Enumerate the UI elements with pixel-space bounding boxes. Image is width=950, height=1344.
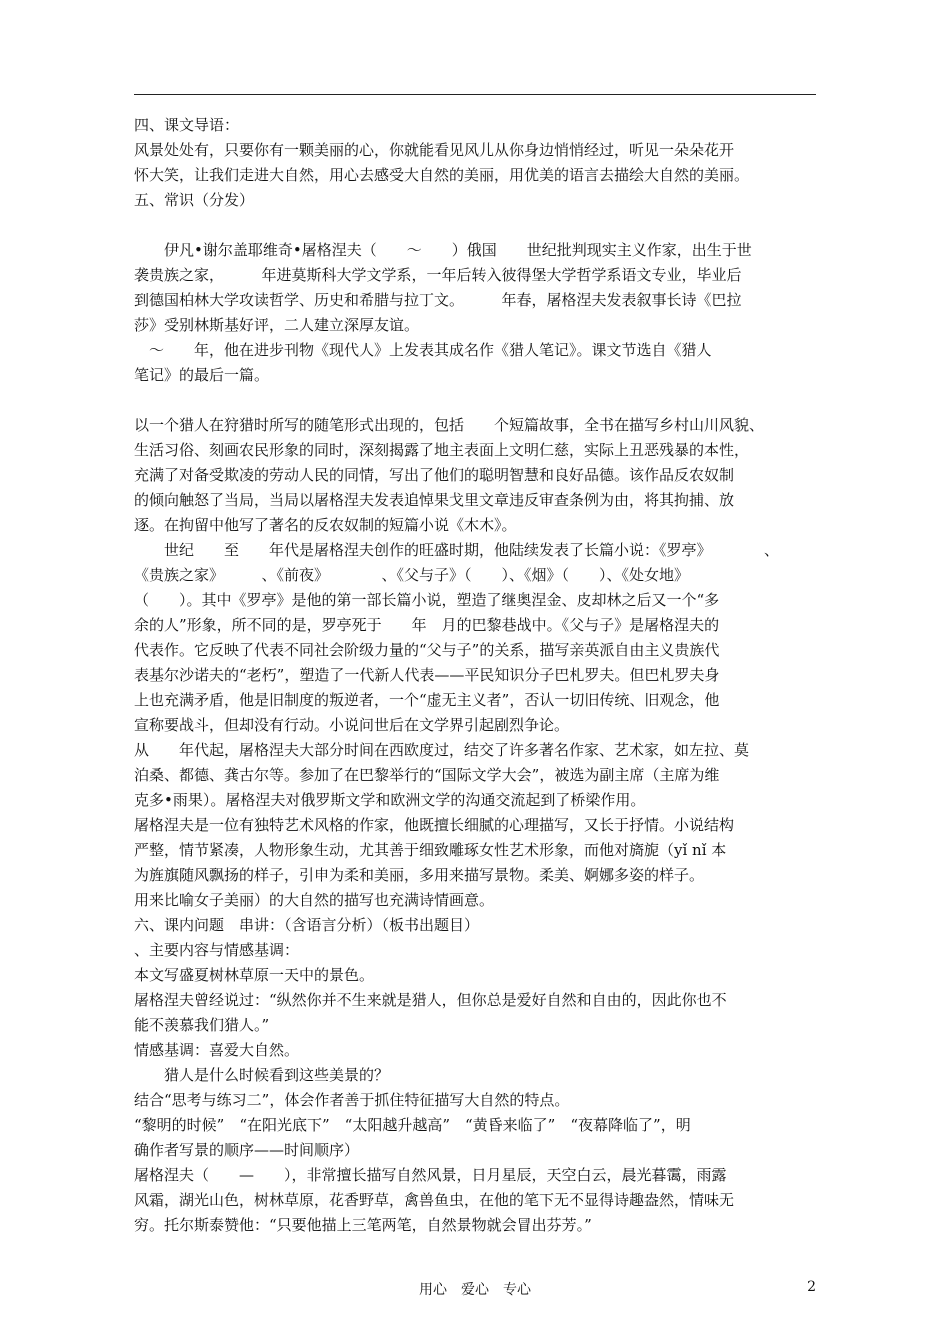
text-line: 怀大笑，让我们走进大自然，用心去感受大自然的美丽，用优美的语言去描绘大自然的美丽。 — [134, 166, 750, 184]
text-line: 屠格涅夫曾经说过：“纵然你并不生来就是猎人，但你总是爱好自然和自由的，因此你也不 — [134, 991, 727, 1009]
text-line: 生活习俗、刻画农民形象的同时，深刻揭露了地主表面上文明仁慈，实际上丑恶残暴的本性， — [134, 441, 750, 459]
text-line: “黎明的时候” “在阳光底下” “太阳越升越高” “黄昏来临了” “夜幕降临了”，明 — [134, 1116, 691, 1134]
text-line: 确作者写景的顺序——时间顺序） — [134, 1141, 360, 1159]
text-line: 世纪 至 年代是屠格涅夫创作的旺盛时期，他陆续发表了长篇小说：《罗亭》 、 — [134, 541, 780, 559]
text-line: 风景处处有，只要你有一颗美丽的心，你就能看见风儿从你身边悄悄经过，听见一朵朵花开 — [134, 141, 735, 159]
text-line: 宣称要战斗，但却没有行动。小说问世后在文学界引起剧烈争论。 — [134, 716, 570, 734]
text-line: 为旌旗随风飘扬的样子，引申为柔和美丽，多用来描写景物。柔美、婀娜多姿的样子。 — [134, 866, 705, 884]
text-line: 用来比喻女子美丽）的大自然的描写也充满诗情画意。 — [134, 891, 495, 909]
text-line: ～ 年，他在进步刊物《现代人》上发表其成名作《猎人笔记》。课文节选自《猎人 — [134, 341, 712, 359]
text-line: 情感基调：喜爱大自然。 — [134, 1041, 300, 1059]
text-line: 六、课内问题 串讲：（含语言分析）（板书出题目） — [134, 916, 480, 934]
header-rule — [134, 94, 816, 95]
footer-motto: 用心 爱心 专心 — [419, 1282, 531, 1298]
text-line: （ ）。其中《罗亭》是他的第一部长篇小说，塑造了继奥涅金、皮却林之后又一个“多 — [134, 591, 720, 609]
text-line: 上也充满矛盾，他是旧制度的叛逆者，一个“虚无主义者”，否认一切旧传统、旧观念，他 — [134, 691, 720, 709]
text-line: 袭贵族之家， 年进莫斯科大学文学系，一年后转入彼得堡大学哲学系语文专业，毕业后 — [134, 266, 742, 284]
text-line: 结合“思考与练习二”，体会作者善于抓住特征描写大自然的特点。 — [134, 1091, 570, 1109]
text-line: 从 年代起，屠格涅夫大部分时间在西欧度过，结交了许多著名作家、艺术家，如左拉、莫 — [134, 741, 750, 759]
text-line: 《贵族之家》 、《前夜》 、《父与子》（ ）、《烟》（ ）、《处女地》 — [134, 566, 690, 584]
page-number: 2 — [807, 1279, 816, 1295]
text-line: 四、课文导语： — [134, 116, 240, 134]
text-line: 充满了对备受欺凌的劳动人民的同情，写出了他们的聪明智慧和良好品德。该作品反农奴制 — [134, 466, 735, 484]
text-line: 代表作。它反映了代表不同社会阶级力量的“父与子”的关系，描写亲英派自由主义贵族代 — [134, 641, 720, 659]
text-line: 莎》受别林斯基好评，二人建立深厚友谊。 — [134, 316, 420, 334]
document-body — [134, 113, 816, 1238]
text-line: 的倾向触怒了当局，当局以屠格涅夫发表追悼果戈里文章违反审查条例为由，将其拘捕、放 — [134, 491, 735, 509]
text-line: 、主要内容与情感基调： — [134, 941, 300, 959]
text-line: 到德国柏林大学攻读哲学、历史和希腊与拉丁文。 年春，屠格涅夫发表叙事长诗《巴拉 — [134, 291, 742, 309]
text-line: 五、常识（分发） — [134, 191, 255, 209]
text-line: 逐。在拘留中他写了著名的反农奴制的短篇小说《木木》。 — [134, 516, 517, 534]
text-line: 风霜，湖光山色，树林草原，花香野草，禽兽鱼虫，在他的笔下无不显得诗趣盎然，情味无 — [134, 1191, 735, 1209]
text-line: 猎人是什么时候看到这些美景的？ — [134, 1066, 390, 1084]
text-line: 屠格涅夫（ — ），非常擅长描写自然风景，日月星辰，天空白云，晨光暮霭，雨露 — [134, 1166, 727, 1184]
text-line: 穷。托尔斯泰赞他：“只要他描上三笔两笔，自然景物就会冒出芬芳。” — [134, 1216, 592, 1234]
text-line — [134, 213, 816, 238]
text-line: 严整，情节紧凑，人物形象生动，尤其善于细致雕琢女性艺术形象，而他对旖旎（yǐ nǐ 本 — [134, 841, 727, 859]
text-line: 本文写盛夏树林草原一天中的景色。 — [134, 966, 375, 984]
text-line: 余的人”形象，所不同的是，罗亭死于 年 月的巴黎巷战中。《父与子》是屠格涅夫的 — [134, 616, 720, 634]
text-line: 以一个猎人在狩猎时所写的随笔形式出现的，包括 个短篇故事，全书在描写乡村山川风貌、 — [134, 416, 765, 434]
text-line: 表基尔沙诺夫的“老朽”，塑造了一代新人代表——平民知识分子巴札罗夫。但巴札罗夫身 — [134, 666, 720, 684]
text-line — [134, 388, 816, 413]
text-line: 屠格涅夫是一位有独特艺术风格的作家，他既擅长细腻的心理描写，又长于抒情。小说结构 — [134, 816, 735, 834]
text-line: 能不羡慕我们猎人。” — [134, 1016, 270, 1034]
text-line: 泊桑、都德、龚古尔等。参加了在巴黎举行的“国际文学大会”，被选为副主席（主席为维 — [134, 766, 720, 784]
text-line: 伊凡•谢尔盖耶维奇•屠格涅夫（ ～ ）俄国 世纪批判现实主义作家，出生于世 — [134, 241, 752, 259]
text-line: 笔记》的最后一篇。 — [134, 366, 270, 384]
text-line: 克多•雨果）。屠格涅夫对俄罗斯文学和欧洲文学的沟通交流起到了桥梁作用。 — [134, 791, 646, 809]
